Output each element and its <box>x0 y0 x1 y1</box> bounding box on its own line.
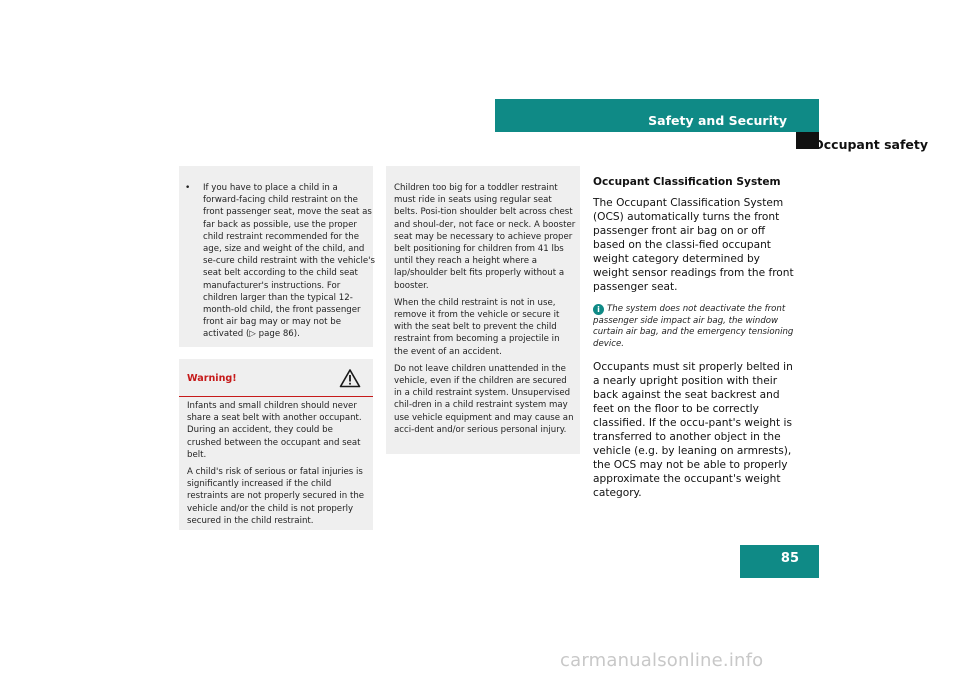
warning-panel <box>179 359 373 530</box>
panel-body <box>394 182 576 441</box>
warning-paragraph: A child's risk of serious or fatal injuries is significantly increased if the child restraints are not properly secured in the vehicle and/or the child is not properly secured in the child restraint. <box>187 467 365 526</box>
info-icon: i <box>593 304 604 315</box>
page-number: 85 <box>780 551 799 566</box>
info-note-text: The system does not deactivate the front passenger side impact air bag, the window curtain air bag, and the emergency tensioning device. <box>593 304 794 349</box>
main-column <box>593 176 795 510</box>
warning-title: Warning! <box>187 373 237 384</box>
bullet-dot: • <box>185 183 191 193</box>
ocs-paragraph: The Occupant Classification System (OCS) automatically turns the front passenger front air bag on or off based on the classi-fied occupant weight category determined by weight sensor readings from the front passenger seat. <box>593 197 794 293</box>
bullet-text: If you have to place a child in a forward-facing child restraint on the front passenger seat, move the seat as far back as possible, use the proper child restraint recommended for the age, size and weight of the child, and se-cure child restraint with the vehicle's seat belt according to the child seat manufacturer's instructions. For children larger than the typical 12-month-old child, the front passenger front air bag may or may not be activated (▷ page 86). <box>203 183 375 340</box>
ocs-heading: Occupant Classification System <box>593 176 781 188</box>
page-number-box <box>740 545 819 578</box>
warning-header <box>179 359 373 397</box>
child-restraint-panel <box>386 166 580 454</box>
ocs-paragraph-2: Occupants must sit properly belted in a nearly upright position with their back against the seat backrest and feet on the floor to be correctly classified. If the occu-pant's weight is transferred to another object in the vehicle (e.g. by leaning on armrests), the OCS may not be able to properly approximate the occupant's weight category. <box>593 361 793 499</box>
header-bar <box>495 99 819 132</box>
panel-paragraph: Children too big for a toddler restraint must ride in seats using regular seat belts. Posi-tion shoulder belt across chest and shoul-der, not face or neck. A booster seat may be necessary to achieve proper belt positioning for children from 41 lbs until they reach a height where a lap/shoulder belt fits properly without a booster. <box>394 183 576 291</box>
warning-paragraph: Infants and small children should never share a seat belt with another occupant. During an accident, they could be crushed between the occupant and seat belt. <box>187 401 362 460</box>
warning-triangle-icon <box>339 368 361 392</box>
section-subtitle: Occupant safety <box>813 137 928 152</box>
warning-body <box>187 400 369 532</box>
bullet-panel <box>179 166 373 347</box>
panel-paragraph: Do not leave children unattended in the vehicle, even if the children are secured in a child restraint system. Unsupervised chil-dren in a child restraint system may use vehicle equipment and may cause an acci-dent and/or serious personal injury. <box>394 363 574 435</box>
watermark: carmanualsonline.info <box>560 650 764 671</box>
info-note <box>593 304 795 350</box>
section-title: Safety and Security <box>648 113 787 128</box>
panel-paragraph: When the child restraint is not in use, remove it from the vehicle or secure it with the seat belt to prevent the child restraint from becoming a projectile in the event of an accident. <box>394 297 560 357</box>
